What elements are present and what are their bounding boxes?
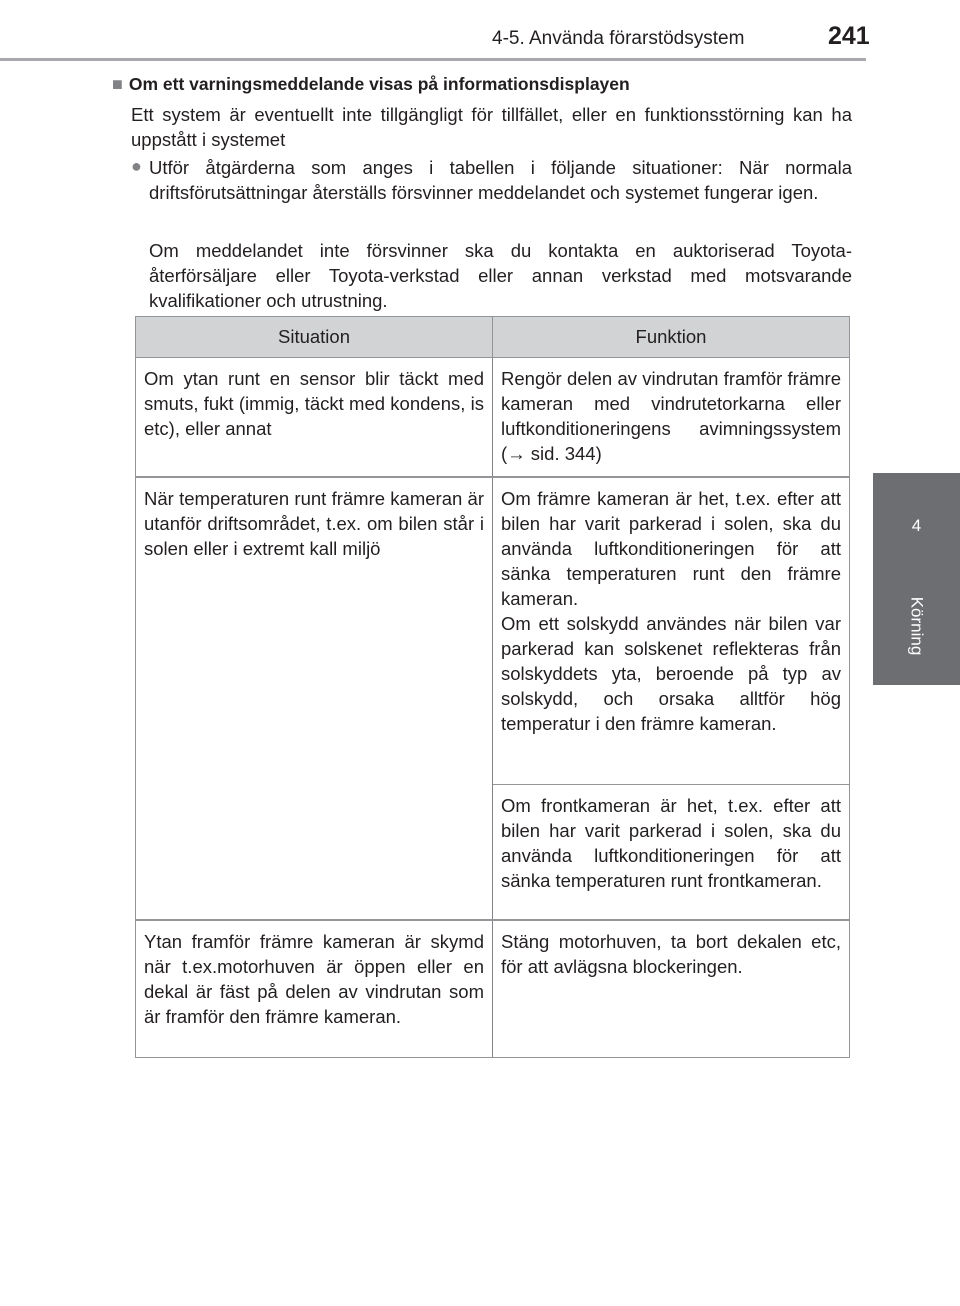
table-cell-situation: Om ytan runt en sensor blir täckt med smuts, fukt (immig, täckt med kondens, is etc), eller annat <box>136 358 493 478</box>
intro-paragraph: Ett system är eventuellt inte tillgängligt för tillfället, eller en funktionsstörning kan ha uppstått i systemet <box>131 104 852 150</box>
table-cell-function: Om främre kameran är het, t.ex. efter att bilen har varit parkerad i solen, ska du använda luftkonditioneringen för att sänka temperaturen runt den främre kameran. Om ett solskydd användes när bilen var parkerad kan solskenet reflekteras från solskyddets yta, beroende på typ av solskydd, och orsaka alltför hög temperatur i den främre kameran. <box>493 477 850 785</box>
chapter-label <box>873 586 960 666</box>
table-header-row <box>136 317 850 358</box>
chapter-number: 4 <box>911 516 922 535</box>
table-cell-function: Stäng motorhuven, ta bort dekalen etc, för att avlägsna blockeringen. <box>493 920 850 1058</box>
page-number: 241 <box>828 22 870 50</box>
page-header-title: 4-5. Använda förarstödsystem <box>492 28 745 49</box>
table-header-function: Funktion <box>493 317 850 358</box>
square-bullet-icon: ■ <box>112 74 123 94</box>
section-heading <box>112 74 852 95</box>
table-row <box>136 477 850 785</box>
table-header-situation: Situation <box>136 317 493 358</box>
chapter-label-text: Körning <box>907 596 927 656</box>
table-cell-function: Om frontkameran är het, t.ex. efter att bilen har varit parkerad i solen, ska du använda luftkonditioneringen för att sänka temperaturen runt frontkameran. <box>493 785 850 921</box>
section-heading-text: Om ett varningsmeddelande visas på informationsdisplayen <box>128 74 630 94</box>
bullet-paragraph: Utför åtgärderna som anges i tabellen i följande situationer: När normala driftsförutsättningar återställs försvinner meddelandet och systemet fungerar igen. <box>149 157 852 203</box>
situation-table <box>135 316 850 1058</box>
table-row <box>136 358 850 478</box>
contact-paragraph: Om meddelandet inte försvinner ska du kontakta en auktoriserad Toyota-återförsäljare eller Toyota-verkstad eller annan verkstad med motsvarande kvalifikationer och utrustning. <box>149 240 852 311</box>
round-bullet-icon: ● <box>131 156 142 176</box>
table-cell-situation: När temperaturen runt främre kameran är utanför driftsområdet, t.ex. om bilen står i solen eller i extremt kall miljö <box>136 477 493 920</box>
table-cell-function: Rengör delen av vindrutan framför främre kameran med vindrutetorkarna eller luftkonditioneringens avimningssystem (→ sid. 344) <box>493 358 850 478</box>
table-cell-situation: Ytan framför främre kameran är skymd när t.ex.motorhuven är öppen eller en dekal är fäst på delen av vindrutan som är framför den främre kameran. <box>136 920 493 1058</box>
header-rule <box>0 58 866 61</box>
table-row <box>136 920 850 1058</box>
